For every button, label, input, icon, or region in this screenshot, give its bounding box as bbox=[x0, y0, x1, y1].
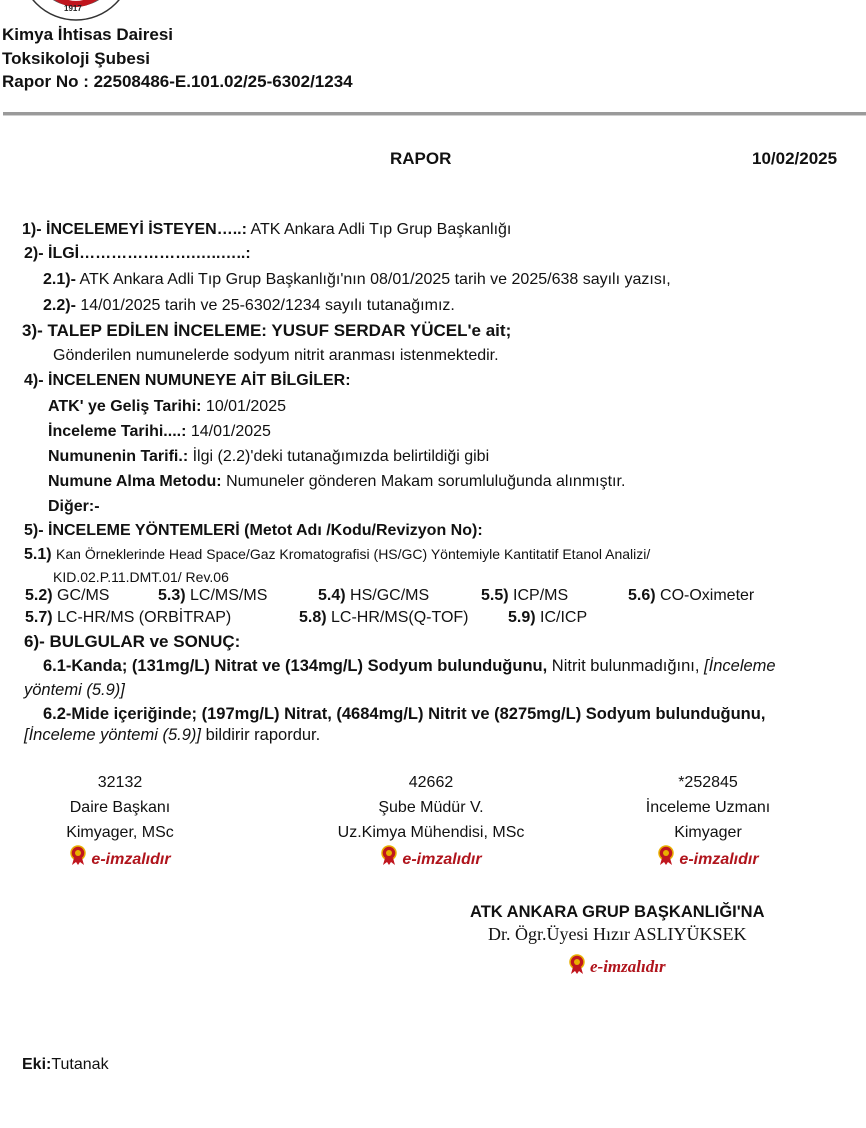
section-2-label: 2)- İLGİ………………….…..…..: bbox=[24, 245, 251, 262]
result-6-1-normal: Nitrit bulunmadığını, bbox=[547, 657, 705, 675]
e-signature bbox=[0, 845, 240, 873]
method-5-3 bbox=[158, 587, 267, 605]
method-5-3-text: LC/MS/MS bbox=[185, 587, 268, 604]
method-5-7-text: LC-HR/MS (ORBİTRAP) bbox=[52, 609, 232, 626]
method-5-9-text: IC/ICP bbox=[535, 609, 588, 626]
result-6-1-bold: 6.1-Kanda; (131mg/L) Nitrat ve (134mg/L) Sodyum bulunduğunu, bbox=[43, 657, 548, 675]
result-6-2-closing: bildirir rapordur. bbox=[201, 726, 321, 744]
signature-block-3 bbox=[588, 770, 828, 873]
logo-year: 1917 bbox=[64, 4, 82, 13]
sample-description-value: İlgi (2.2)'deki tutanağımızda belirtildiği gibi bbox=[188, 448, 490, 465]
method-5-1 bbox=[24, 546, 650, 564]
method-5-8-text: LC-HR/MS(Q-TOF) bbox=[326, 609, 469, 626]
signer-id: 42662 bbox=[408, 774, 454, 791]
addressee-org: ATK ANKARA GRUP BAŞKANLIĞI'NA bbox=[470, 903, 765, 921]
attachment-note bbox=[22, 1056, 109, 1074]
report-number: Rapor No : 22508486-E.101.02/25-6302/1234 bbox=[2, 72, 353, 91]
result-6-1-method-a: [İnceleme bbox=[704, 657, 776, 675]
method-5-4-num: 5.4) bbox=[318, 587, 346, 604]
seal-icon bbox=[568, 953, 586, 980]
method-5-1-num: 5.1) bbox=[24, 546, 52, 563]
sample-description-row bbox=[48, 448, 489, 466]
institution-logo bbox=[18, 0, 134, 22]
sample-description-label: Numunenin Tarifi.: bbox=[48, 448, 189, 465]
method-5-1-text: Kan Örneklerinde Head Space/Gaz Kromatografisi (HS/GC) Yöntemiyle Kantitatif Etanol Analizi/ bbox=[56, 546, 651, 562]
signer-title: Daire Başkanı bbox=[69, 799, 171, 816]
method-5-5 bbox=[481, 587, 568, 605]
method-5-1-code: KID.02.P.11.DMT.01/ Rev.06 bbox=[53, 569, 229, 585]
sampling-method-label: Numune Alma Metodu: bbox=[48, 473, 222, 490]
sampling-method-value: Numuneler gönderen Makam sorumluluğunda alınmıştır. bbox=[221, 473, 626, 490]
header-divider bbox=[3, 112, 866, 116]
report-date: 10/02/2025 bbox=[752, 149, 838, 168]
signer-role: Uz.Kimya Mühendisi, MSc bbox=[337, 824, 525, 841]
section-1-value: ATK Ankara Adli Tıp Grup Başkanlığı bbox=[246, 221, 512, 238]
method-5-6-text: CO-Oximeter bbox=[655, 587, 755, 604]
e-signature-text: e-imzalıdır bbox=[679, 850, 759, 868]
section-1-requester bbox=[22, 221, 511, 239]
examination-date-value: 14/01/2025 bbox=[186, 423, 271, 440]
arrival-date-label: ATK' ye Geliş Tarihi: bbox=[48, 398, 202, 415]
signer-role: Kimyager bbox=[674, 824, 742, 841]
method-5-9-num: 5.9) bbox=[508, 609, 536, 626]
e-signature bbox=[311, 845, 551, 873]
reference-2-2-text: 14/01/2025 tarih ve 25-6302/1234 sayılı tutanağımız. bbox=[75, 297, 455, 314]
reference-2-2-label: 2.2)- bbox=[43, 297, 76, 314]
addressee-e-signature bbox=[568, 953, 666, 980]
section-3-label: 3)- TALEP EDİLEN İNCELEME: YUSUF SERDAR YÜCEL'e ait; bbox=[22, 321, 512, 340]
section-3-text: Gönderilen numunelerde sodyum nitrit aranması istenmektedir. bbox=[53, 347, 499, 364]
result-6-1-method-b: yöntemi (5.9)] bbox=[24, 681, 125, 699]
result-6-2: 6.2-Mide içeriğinde; (197mg/L) Nitrat, (4684mg/L) Nitrit ve (8275mg/L) Sodyum bulunduğunu, bbox=[43, 705, 766, 723]
method-5-8 bbox=[299, 609, 469, 627]
e-signature-text: e-imzalıdır bbox=[402, 850, 482, 868]
method-5-6-num: 5.6) bbox=[628, 587, 656, 604]
signer-role: Kimyager, MSc bbox=[66, 824, 174, 841]
arrival-date-value: 10/01/2025 bbox=[201, 398, 286, 415]
method-5-5-num: 5.5) bbox=[481, 587, 509, 604]
report-title: RAPOR bbox=[390, 149, 452, 168]
method-5-2-num: 5.2) bbox=[25, 587, 53, 604]
method-5-3-num: 5.3) bbox=[158, 587, 186, 604]
method-5-6 bbox=[628, 587, 754, 605]
e-signature-text: e-imzalıdır bbox=[91, 850, 171, 868]
result-6-2-method: [İnceleme yöntemi (5.9)] bbox=[24, 726, 201, 744]
signer-id: 32132 bbox=[97, 774, 143, 791]
section-4-label: 4)- İNCELENEN NUMUNEYE AİT BİLGİLER: bbox=[24, 372, 351, 389]
section-1-label: 1)- İNCELEMEYİ İSTEYEN…..: bbox=[22, 221, 247, 238]
reference-2-1-text: ATK Ankara Adli Tıp Grup Başkanlığı'nın 08/01/2025 tarih ve 2025/638 sayılı yazısı, bbox=[75, 271, 671, 288]
method-5-7 bbox=[25, 609, 231, 627]
method-5-2 bbox=[25, 587, 109, 605]
reference-2-2 bbox=[43, 297, 455, 315]
method-5-2-text: GC/MS bbox=[52, 587, 110, 604]
signer-id: *252845 bbox=[678, 774, 738, 791]
signature-block-1 bbox=[0, 770, 240, 873]
seal-icon bbox=[657, 845, 675, 873]
attachment-label: Eki: bbox=[22, 1056, 52, 1073]
header-department: Kimya İhtisas Dairesi bbox=[2, 25, 174, 44]
addressee-name: Dr. Ögr.Üyesi Hızır ASLIYÜKSEK bbox=[488, 924, 747, 944]
method-5-9 bbox=[508, 609, 587, 627]
method-5-7-num: 5.7) bbox=[25, 609, 53, 626]
result-6-1 bbox=[43, 657, 776, 676]
addressee-e-signature-text: e-imzalıdır bbox=[590, 956, 666, 976]
method-5-5-text: ICP/MS bbox=[508, 587, 569, 604]
signer-title: İnceleme Uzmanı bbox=[645, 799, 771, 816]
examination-date-label: İnceleme Tarihi....: bbox=[48, 423, 187, 440]
other-row: Diğer:- bbox=[48, 498, 100, 515]
signer-title: Şube Müdür V. bbox=[378, 799, 484, 816]
method-5-8-num: 5.8) bbox=[299, 609, 327, 626]
header-branch: Toksikoloji Şubesi bbox=[2, 49, 150, 68]
e-signature bbox=[588, 845, 828, 873]
seal-icon bbox=[69, 845, 87, 873]
section-6-label: 6)- BULGULAR ve SONUÇ: bbox=[24, 632, 241, 651]
result-6-2-line2 bbox=[24, 726, 320, 745]
sampling-method-row bbox=[48, 473, 625, 491]
seal-icon bbox=[380, 845, 398, 873]
attachment-value: Tutanak bbox=[51, 1056, 109, 1073]
reference-2-1 bbox=[43, 271, 671, 289]
section-5-label: 5)- İNCELEME YÖNTEMLERİ (Metot Adı /Kodu/Revizyon No): bbox=[24, 522, 483, 539]
method-5-4 bbox=[318, 587, 429, 605]
method-5-4-text: HS/GC/MS bbox=[345, 587, 430, 604]
reference-2-1-label: 2.1)- bbox=[43, 271, 76, 288]
examination-date-row bbox=[48, 423, 271, 441]
arrival-date-row bbox=[48, 398, 286, 416]
signature-block-2 bbox=[311, 770, 551, 873]
